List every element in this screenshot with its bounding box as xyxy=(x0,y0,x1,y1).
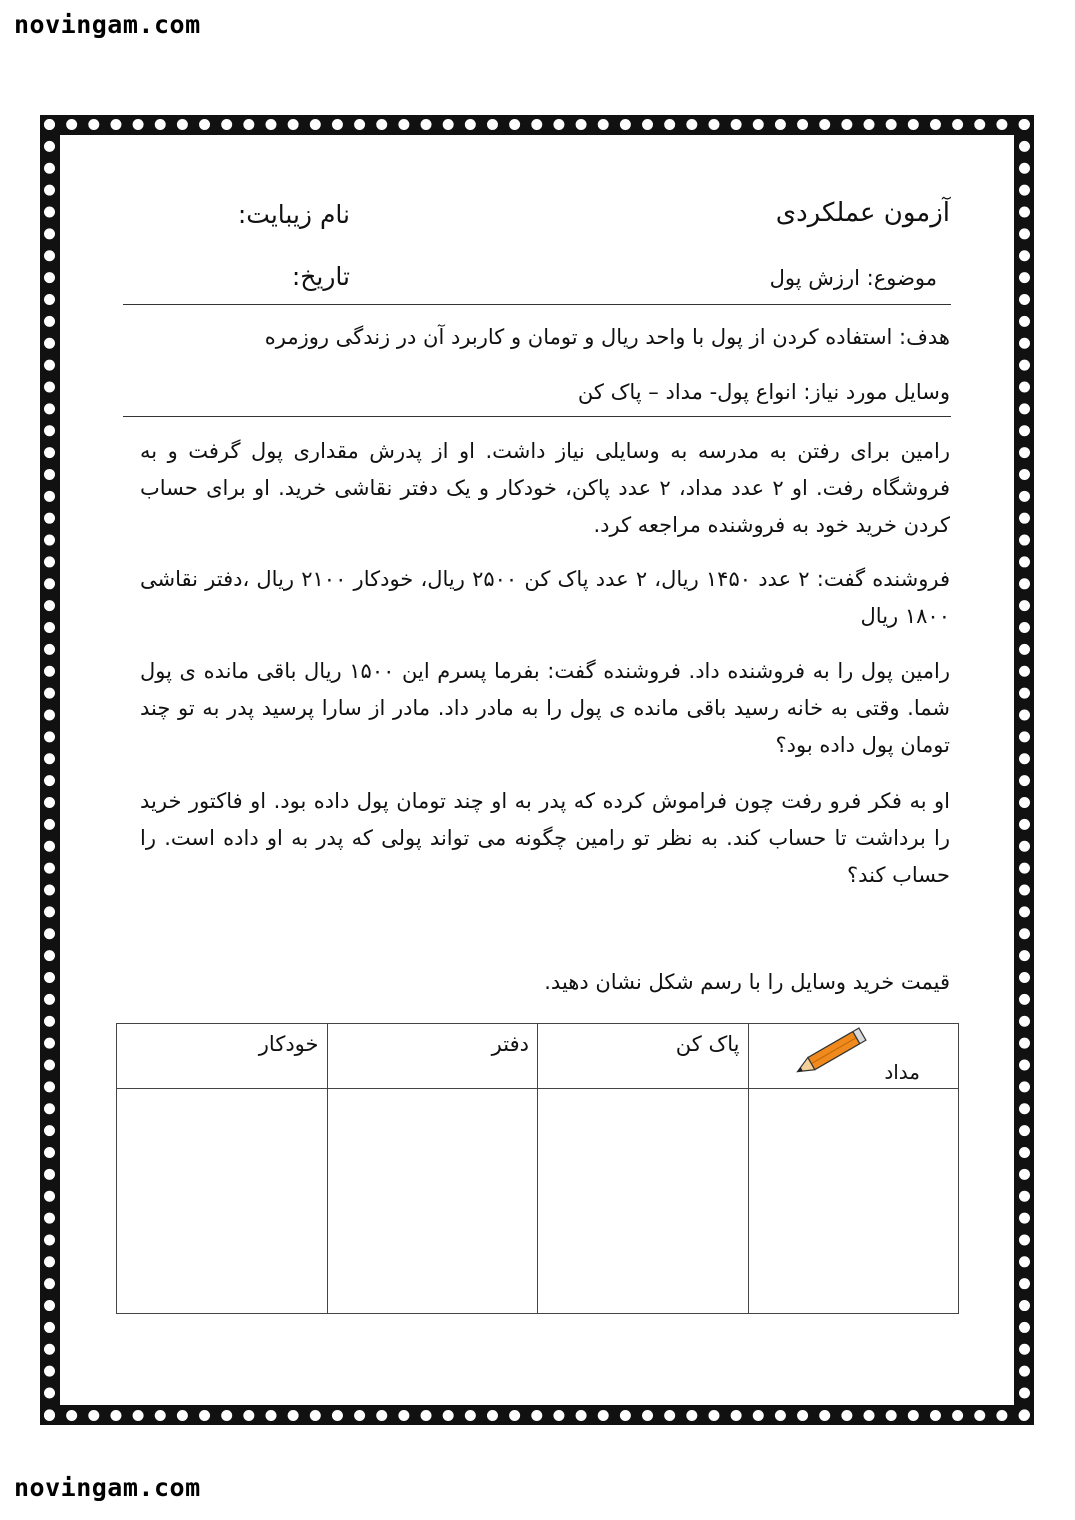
drawing-cell[interactable] xyxy=(538,1089,749,1314)
drawing-cell[interactable] xyxy=(748,1089,959,1314)
story-paragraph: رامین برای رفتن به مدرسه به وسایلی نیاز داشت. او از پدرش مقداری پول گرفت و به فروشگاه رفت. او ۲ عدد مداد، ۲ عدد پاکن، خودکار و یک دفتر نقاشی خرید. او برای حساب کردن خرید خود به فروشنده مراجعه کرد. xyxy=(140,439,951,537)
header-notebook: دفتر xyxy=(491,1032,529,1056)
story-paragraph: رامین پول را به فروشنده داد. فروشنده گفت: بفرما پسرم این ۱۵۰۰ ریال باقی مانده ی پول شما. وقتی به خانه رسید باقی مانده ی پول را به مادر داد. مادر از سارا پرسید پدر به تو چند تومان پول داده بود؟ xyxy=(140,659,950,757)
watermark-bottom: novingam.com xyxy=(14,1473,201,1502)
divider xyxy=(123,304,951,305)
table-header-cell xyxy=(117,1024,328,1089)
table-header-cell xyxy=(327,1024,538,1089)
story-paragraph: فروشنده گفت: ۲ عدد ۱۴۵۰ ریال، ۲ عدد پاک کن ۲۵۰۰ ریال، خودکار ۲۱۰۰ ریال ،دفتر نقاشی ۱۸۰۰ ریال xyxy=(140,567,950,628)
goal-text: هدف: استفاده کردن از پول با واحد ریال و تومان و کاربرد آن در زندگی روزمره xyxy=(264,325,950,349)
header-pen: خودکار xyxy=(258,1032,319,1056)
drawing-cell[interactable] xyxy=(117,1089,328,1314)
instruction-text: قیمت خرید وسایل را با رسم شکل نشان دهید. xyxy=(544,970,950,994)
story-paragraph: او به فکر فرو رفت چون فراموش کرده که پدر به او چند تومان پول داده بود. او فاکتور خرید را برداشت تا حساب کند. به نظر تو رامین چگونه می تواند پولی که پدر به او داده است. را حساب کند؟ xyxy=(140,789,950,887)
drawing-cell[interactable] xyxy=(327,1089,538,1314)
tools-text: وسایل مورد نیاز: انواع پول- مداد – پاک کن xyxy=(577,380,950,404)
header-eraser: پاک کن xyxy=(675,1032,740,1056)
watermark-top: novingam.com xyxy=(14,10,201,39)
subject-label: موضوع: ارزش پول xyxy=(769,266,937,290)
items-table xyxy=(116,1023,959,1314)
date-label: تاریخ: xyxy=(291,262,350,291)
header-pencil: مداد xyxy=(884,1060,920,1084)
table-header-cell xyxy=(538,1024,749,1089)
page-title: آزمون عملکردی xyxy=(775,198,950,228)
pencil-icon xyxy=(787,1026,873,1087)
name-label: نام زیبایت: xyxy=(237,200,350,229)
divider xyxy=(123,416,951,417)
table-header-cell xyxy=(748,1024,959,1089)
